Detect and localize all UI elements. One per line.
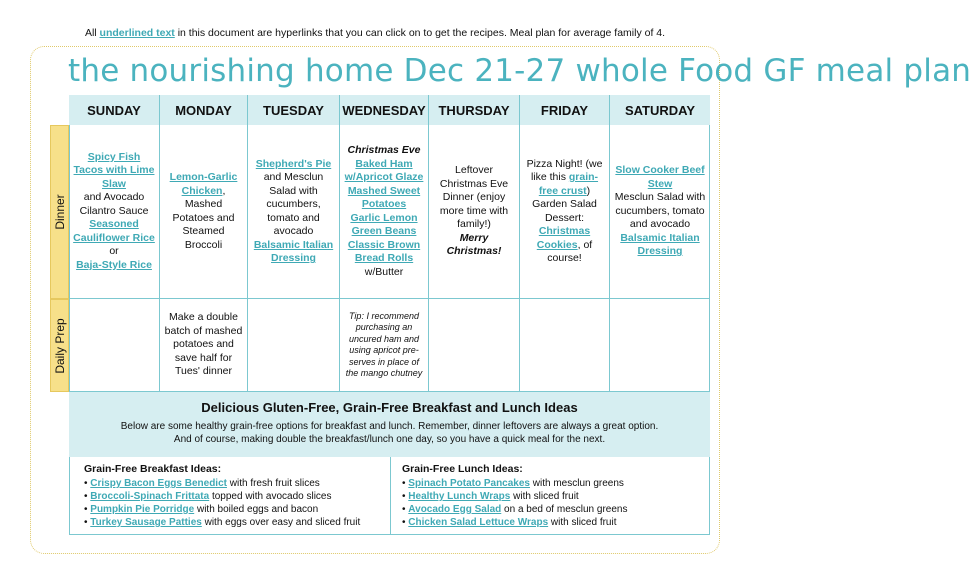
baja-style-rice-link[interactable]: Baja-Style Rice <box>76 258 152 271</box>
dinner-monday: Lemon-Garlic Chicken, Mashed Potatoes and Steamed Broccoli <box>160 125 248 299</box>
crispy-bacon-eggs-benedict-link[interactable]: Crispy Bacon Eggs Benedict <box>90 478 227 489</box>
list-item: • Pumpkin Pie Porridge with boiled eggs and bacon <box>84 503 384 516</box>
grain-free-crust-link[interactable]: grain-free crust <box>538 171 599 197</box>
list-item: • Crispy Bacon Eggs Benedict with fresh fruit slices <box>84 477 384 490</box>
broccoli-spinach-frittata-link[interactable]: Broccoli-Spinach Frittata <box>90 491 210 502</box>
spinach-potato-pancakes-link[interactable]: Spinach Potato Pancakes <box>408 478 530 489</box>
list-item: • Broccoli-Spinach Frittata topped with avocado slices <box>84 490 384 503</box>
row-label-dinner: Dinner <box>50 125 69 299</box>
prep-wednesday: Tip: I recommend purchasing an uncured ham and using apricot pre-serves in place of the mango chutney <box>340 299 429 392</box>
lemon-garlic-chicken-link[interactable]: Lemon-Garlic Chicken <box>169 171 238 197</box>
day-header-sunday: SUNDAY <box>69 95 160 125</box>
pumpkin-pie-porridge-link[interactable]: Pumpkin Pie Porridge <box>90 504 195 515</box>
column-divider <box>390 457 391 535</box>
day-header-friday: FRIDAY <box>520 95 610 125</box>
day-header-wednesday: WEDNESDAY <box>340 95 429 125</box>
turkey-sausage-patties-link[interactable]: Turkey Sausage Patties <box>90 517 202 528</box>
christmas-cookies-link[interactable]: Christmas Cookies <box>536 225 591 251</box>
balsamic-italian-dressing-link[interactable]: Balsamic Italian Dressing <box>253 238 334 264</box>
dinner-saturday: Slow Cooker Beef Stew Mesclun Salad with cucumbers, tomato and avocado Balsamic Italian Dressing <box>610 125 710 299</box>
dinner-wednesday: Christmas Eve Baked Ham w/Apricot Glaze Mashed Sweet Potatoes Garlic Lemon Green Beans Classic Brown Bread Rolls w/Butter <box>340 125 429 299</box>
underlined-text-link[interactable]: underlined text <box>99 27 175 39</box>
dinner-tuesday: Shepherd's Pie and Mesclun Salad with cucumbers, tomato and avocado Balsamic Italian Dressing <box>248 125 340 299</box>
list-item: • Avocado Egg Salad on a bed of mesclun greens <box>402 503 702 516</box>
ideas-line-2: And of course, making double the breakfast/lunch one day, so you have a quick meal for the next. <box>173 434 606 445</box>
classic-brown-bread-rolls-link[interactable]: Classic Brown Bread Rolls <box>347 238 421 264</box>
slow-cooker-beef-stew-link[interactable]: Slow Cooker Beef Stew <box>615 164 705 190</box>
day-header-thursday: THURSDAY <box>429 95 520 125</box>
ideas-heading: Delicious Gluten-Free, Grain-Free Breakfast and Lunch Ideas <box>201 400 578 415</box>
baked-ham-link[interactable]: Baked Ham w/Apricot Glaze <box>344 157 424 183</box>
balsamic-italian-dressing-link[interactable]: Balsamic Italian Dressing <box>620 231 700 258</box>
list-item: • Healthy Lunch Wraps with sliced fruit <box>402 490 702 503</box>
garlic-lemon-green-beans-link[interactable]: Garlic Lemon Green Beans <box>350 211 418 237</box>
ideas-lists <box>69 457 710 535</box>
hyperlink-notice: All underlined text in this document are hyperlinks that you can click on to get the recipes. Meal plan for average family of 4. <box>84 27 666 39</box>
day-header-tuesday: TUESDAY <box>248 95 340 125</box>
dinner-sunday: Spicy Fish Tacos with Lime Slaw and Avocado Cilantro Sauce Seasoned Cauliflower Rice or Baja-Style Rice <box>69 125 160 299</box>
prep-sunday <box>69 299 160 392</box>
prep-tuesday <box>248 299 340 392</box>
lunch-ideas: Grain-Free Lunch Ideas: • Spinach Potato Pancakes with mesclun greens • Healthy Lunch Wraps with sliced fruit • Avocado Egg Salad on a bed of mesclun greens • Chicken Salad Lettuce Wraps with sliced fruit <box>402 463 702 529</box>
list-item: • Spinach Potato Pancakes with mesclun greens <box>402 477 702 490</box>
list-item: • Chicken Salad Lettuce Wraps with sliced fruit <box>402 516 702 529</box>
seasoned-cauliflower-rice-link[interactable]: Seasoned Cauliflower Rice <box>73 218 155 244</box>
dinner-friday: Pizza Night! (we like this grain-free crust) Garden Salad Dessert: Christmas Cookies, of course! <box>520 125 610 299</box>
day-header-monday: MONDAY <box>160 95 248 125</box>
chicken-salad-lettuce-wraps-link[interactable]: Chicken Salad Lettuce Wraps <box>408 517 549 528</box>
page-title: the nourishing home Dec 21-27 whole Food GF meal plan <box>68 53 971 89</box>
row-label-daily-prep: Daily Prep <box>50 299 69 392</box>
mashed-sweet-potatoes-link[interactable]: Mashed Sweet Potatoes <box>347 184 421 210</box>
day-header-saturday: SATURDAY <box>610 95 710 125</box>
shepherds-pie-link[interactable]: Shepherd's Pie <box>255 157 332 170</box>
prep-thursday <box>429 299 520 392</box>
breakfast-ideas: Grain-Free Breakfast Ideas: • Crispy Bacon Eggs Benedict with fresh fruit slices • Broccoli-Spinach Frittata topped with avocado slices • Pumpkin Pie Porridge with boiled eggs and bacon • Turkey Sausage Patties with eggs over easy and sliced fruit <box>84 463 384 529</box>
ideas-line-1: Below are some healthy grain-free options for breakfast and lunch. Remember, dinner leftovers are always a great option. <box>120 421 659 432</box>
dinner-thursday: Leftover Christmas Eve Dinner (enjoy more time with family!) Merry Christmas! <box>429 125 520 299</box>
prep-monday: Make a double batch of mashed potatoes and save half for Tues' dinner <box>160 299 248 392</box>
healthy-lunch-wraps-link[interactable]: Healthy Lunch Wraps <box>408 491 511 502</box>
list-item: • Turkey Sausage Patties with eggs over easy and sliced fruit <box>84 516 384 529</box>
spicy-fish-tacos-link[interactable]: Spicy Fish Tacos with Lime Slaw <box>73 150 155 190</box>
avocado-egg-salad-link[interactable]: Avocado Egg Salad <box>408 504 502 515</box>
prep-friday <box>520 299 610 392</box>
prep-saturday <box>610 299 710 392</box>
